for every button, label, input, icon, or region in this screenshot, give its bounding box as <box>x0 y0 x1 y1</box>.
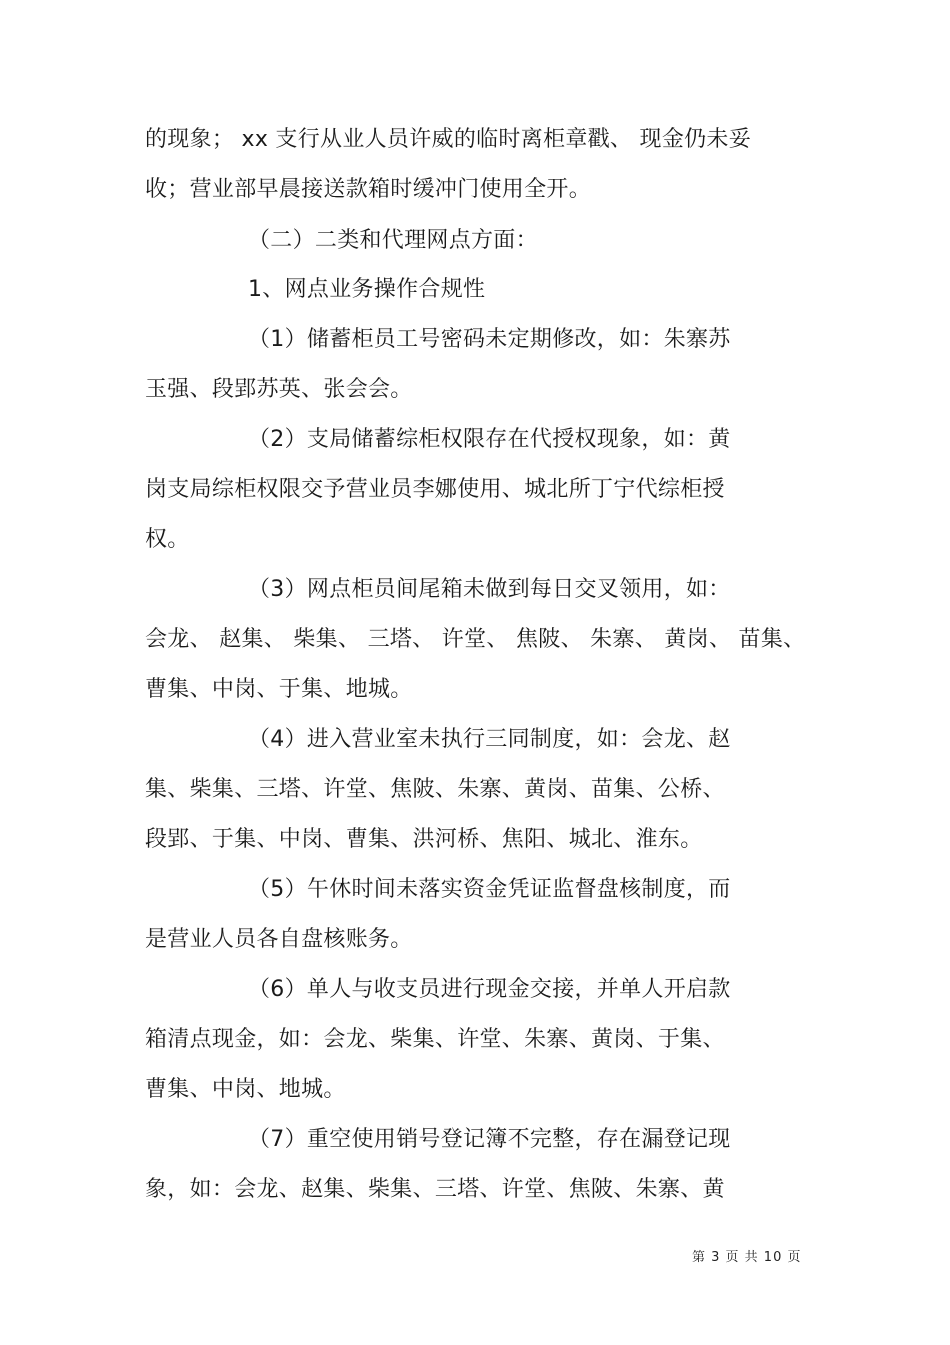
subsection-heading: 1、网点业务操作合规性 <box>248 277 486 302</box>
text-line: 收；营业部早晨接送款箱时缓冲门使用全开。 <box>145 177 592 202</box>
text-line: 的现象； xx 支行从业人员许威的临时离柜章戳、 现金仍未妥 <box>145 127 752 152</box>
section-heading: （二）二类和代理网点方面： <box>248 228 538 253</box>
text-line: 集、柴集、三塔、许堂、焦陂、朱寨、黄岗、苗集、公桥、 <box>145 777 725 802</box>
text-line: 是营业人员各自盘核账务。 <box>145 927 413 952</box>
text-line: （6）单人与收支员进行现金交接，并单人开启款 <box>248 977 731 1002</box>
text-line: 段郢、于集、中岗、曹集、洪河桥、焦阳、城北、淮东。 <box>145 827 703 852</box>
text-line: （4）进入营业室未执行三同制度，如：会龙、赵 <box>248 727 731 752</box>
text-line: （2）支局储蓄综柜权限存在代授权现象，如：黄 <box>248 427 731 452</box>
text-line: （3）网点柜员间尾箱未做到每日交叉领用，如： <box>248 577 731 602</box>
text-line: （7）重空使用销号登记簿不完整，存在漏登记现 <box>248 1127 731 1152</box>
text-line: （1）储蓄柜员工号密码未定期修改，如：朱寨苏 <box>248 327 731 352</box>
text-line: 权。 <box>145 527 190 552</box>
text-line: 岗支局综柜权限交予营业员李娜使用、城北所丁宁代综柜授 <box>145 477 725 502</box>
text-line: 曹集、中岗、于集、地城。 <box>145 677 413 702</box>
text-line: （5）午休时间未落实资金凭证监督盘核制度，而 <box>248 877 731 902</box>
text-line: 箱清点现金，如：会龙、柴集、许堂、朱寨、黄岗、于集、 <box>145 1027 725 1052</box>
text-line: 玉强、段郢苏英、张会会。 <box>145 377 413 402</box>
page-number-footer: 第 3 页 共 10 页 <box>692 1250 802 1265</box>
text-line: 象，如：会龙、赵集、柴集、三塔、许堂、焦陂、朱寨、黄 <box>145 1177 725 1202</box>
text-line: 曹集、中岗、地城。 <box>145 1077 346 1102</box>
text-line: 会龙、 赵集、 柴集、 三塔、 许堂、 焦陂、 朱寨、 黄岗、 苗集、 <box>145 627 806 652</box>
